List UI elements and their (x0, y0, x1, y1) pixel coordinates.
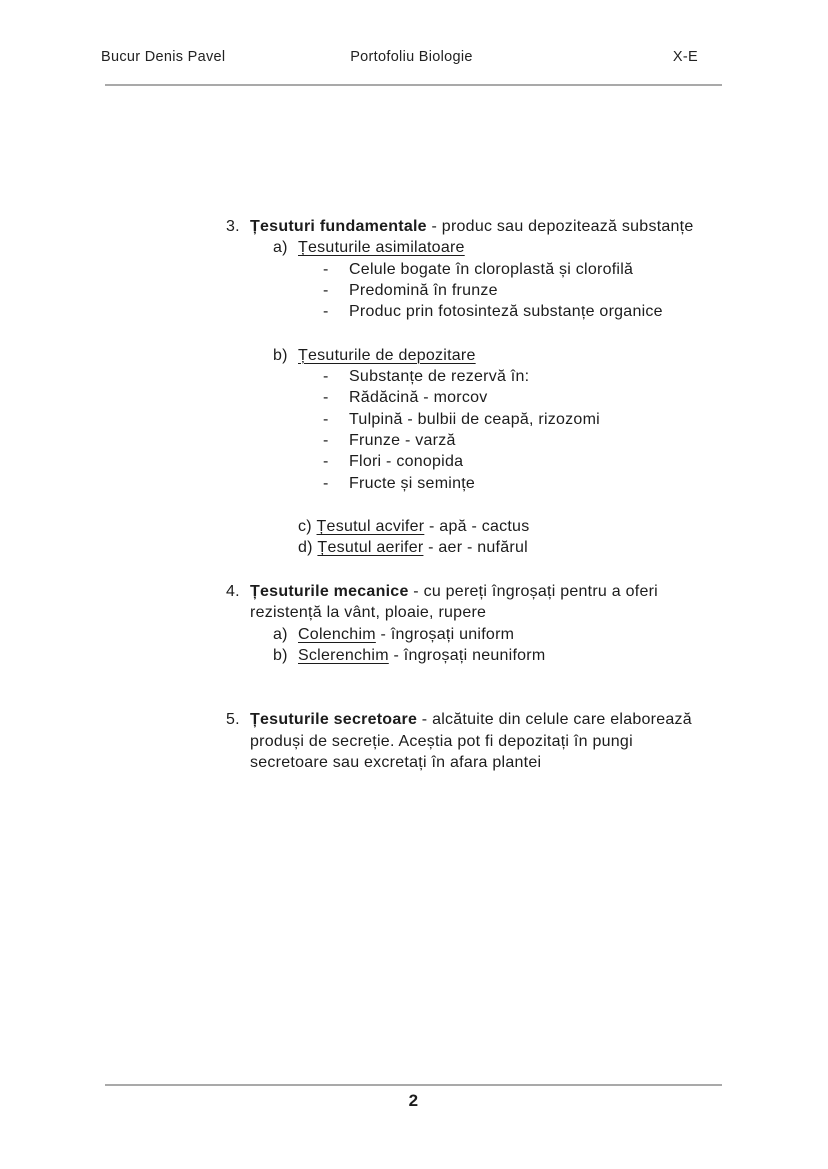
list-item-3a (0, 237, 828, 258)
list-item-text: Substanțe de rezervă în: (349, 368, 530, 386)
dash-marker: - (323, 282, 329, 300)
section-text: - produc sau depozitează substanțe (426, 218, 694, 235)
list-item-5-cont (0, 731, 828, 752)
list-marker: a) (273, 239, 288, 257)
list-marker: c) (298, 518, 317, 536)
page-number: 2 (408, 1091, 419, 1110)
list-item (0, 451, 828, 472)
section-text: - alcătuite din celule care elaborează (417, 711, 692, 729)
list-item-text: Celule bogate în cloroplastă și clorofilă (349, 260, 634, 278)
list-marker: 5. (226, 711, 240, 729)
dash-marker: - (323, 432, 329, 450)
list-marker: b) (273, 346, 288, 364)
list-item (0, 280, 828, 301)
list-item-4-cont (0, 602, 828, 623)
list-item-text: Frunze - varză (349, 432, 456, 450)
dash-marker: - (323, 474, 329, 492)
subsection-title: Țesuturile asimilatoare (298, 239, 465, 257)
list-item-text: Flori - conopida (349, 453, 464, 471)
list-item (0, 473, 828, 494)
list-item-text: Produc prin fotosinteză substanțe organice (349, 303, 663, 321)
list-marker: d) (298, 539, 318, 557)
list-marker: 4. (226, 582, 240, 600)
section-text: secretoare sau excretați în afara plantei (250, 753, 542, 771)
header-author: Bucur Denis Pavel (101, 49, 226, 65)
dash-marker: - (323, 260, 329, 278)
header-class: X-E (672, 49, 698, 65)
list-item (0, 301, 828, 322)
dash-marker: - (323, 389, 329, 407)
list-item-3b (0, 345, 828, 366)
document-body (0, 216, 828, 773)
subsection-title: Țesutul acvifer (316, 518, 425, 536)
section-text: rezistență la vânt, ploaie, rupere (250, 604, 487, 622)
dash-marker: - (323, 410, 329, 428)
list-item-4a (0, 624, 828, 645)
dash-marker: - (323, 303, 329, 321)
section-title: Țesuturi fundamentale (250, 218, 427, 235)
list-item-5 (0, 709, 828, 730)
subsection-title: Țesuturile de depozitare (298, 346, 476, 364)
header-divider (105, 84, 722, 86)
section-text: produși de secreție. Aceștia pot fi depozitați în pungi (250, 732, 633, 750)
list-item (0, 259, 828, 280)
footer-divider (105, 1084, 722, 1086)
list-item-text: - îngroșați neuniform (388, 646, 546, 664)
list-marker: a) (273, 625, 288, 643)
list-item-5-cont (0, 752, 828, 773)
list-marker: 3. (226, 218, 240, 235)
dash-marker: - (323, 368, 329, 386)
list-item-text: - îngroșați uniform (375, 625, 515, 643)
page-header (101, 49, 722, 65)
section-title: Țesuturile secretoare (250, 711, 418, 729)
list-item-text: Predomină în frunze (349, 282, 498, 300)
list-item-3d (0, 537, 828, 558)
list-item-text: - apă - cactus (424, 518, 530, 536)
list-item-3c (0, 516, 828, 537)
list-item-4 (0, 581, 828, 602)
list-item-4b (0, 645, 828, 666)
list-item (0, 387, 828, 408)
list-item (0, 409, 828, 430)
section-title: Țesuturile mecanice (250, 582, 409, 600)
list-item-text: Fructe și semințe (349, 474, 476, 492)
list-item-3 (0, 216, 828, 237)
subsection-title: Sclerenchim (298, 646, 389, 664)
header-doc-title: Portofoliu Biologie (350, 49, 473, 65)
subsection-title: Colenchim (298, 625, 376, 643)
subsection-title: Țesutul aerifer (317, 539, 424, 557)
list-item-text: - aer - nufărul (423, 539, 528, 557)
list-item-text: Tulpină - bulbii de ceapă, rizozomi (349, 410, 600, 428)
dash-marker: - (323, 453, 329, 471)
list-item (0, 430, 828, 451)
list-item-text: Rădăcină - morcov (349, 389, 488, 407)
section-text: - cu pereți îngroșați pentru a oferi (408, 582, 658, 600)
list-item (0, 366, 828, 387)
list-marker: b) (273, 646, 288, 664)
